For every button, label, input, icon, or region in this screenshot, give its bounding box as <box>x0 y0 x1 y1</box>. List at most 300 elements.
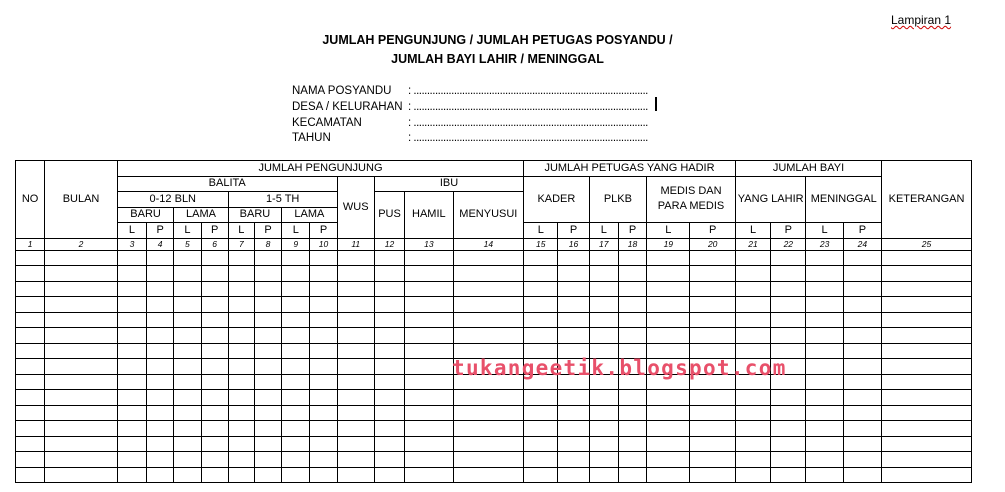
table-cell[interactable] <box>201 405 228 421</box>
table-cell[interactable] <box>453 452 524 468</box>
table-cell[interactable] <box>254 374 281 390</box>
table-cell[interactable] <box>337 436 374 452</box>
table-cell[interactable] <box>453 328 524 344</box>
table-cell[interactable] <box>589 452 618 468</box>
table-cell[interactable] <box>405 343 453 359</box>
table-cell[interactable] <box>117 390 146 406</box>
table-cell[interactable] <box>647 436 690 452</box>
table-cell[interactable] <box>690 297 735 313</box>
table-cell[interactable] <box>228 343 254 359</box>
table-cell[interactable] <box>806 343 843 359</box>
table-cell[interactable] <box>735 436 770 452</box>
table-cell[interactable] <box>282 281 310 297</box>
table-cell[interactable] <box>647 405 690 421</box>
table-cell[interactable] <box>310 328 337 344</box>
table-cell[interactable] <box>618 467 646 483</box>
table-cell[interactable] <box>45 250 118 266</box>
table-cell[interactable] <box>228 452 254 468</box>
table-cell[interactable] <box>174 374 201 390</box>
table-cell[interactable] <box>405 405 453 421</box>
table-cell[interactable] <box>589 467 618 483</box>
table-cell[interactable] <box>524 266 558 282</box>
table-cell[interactable] <box>524 281 558 297</box>
table-cell[interactable] <box>806 281 843 297</box>
table-cell[interactable] <box>147 297 174 313</box>
table-cell[interactable] <box>453 297 524 313</box>
table-cell[interactable] <box>117 266 146 282</box>
table-cell[interactable] <box>374 467 404 483</box>
table-cell[interactable] <box>282 328 310 344</box>
table-cell[interactable] <box>16 436 45 452</box>
table-cell[interactable] <box>806 328 843 344</box>
table-cell[interactable] <box>282 266 310 282</box>
table-cell[interactable] <box>310 467 337 483</box>
table-cell[interactable] <box>254 390 281 406</box>
table-cell[interactable] <box>254 297 281 313</box>
table-cell[interactable] <box>806 266 843 282</box>
table-cell[interactable] <box>558 297 589 313</box>
table-cell[interactable] <box>147 343 174 359</box>
table-cell[interactable] <box>882 266 972 282</box>
table-cell[interactable] <box>843 281 881 297</box>
table-cell[interactable] <box>882 328 972 344</box>
table-cell[interactable] <box>558 312 589 328</box>
table-cell[interactable] <box>735 421 770 437</box>
table-cell[interactable] <box>254 421 281 437</box>
table-cell[interactable] <box>524 328 558 344</box>
table-cell[interactable] <box>16 297 45 313</box>
table-cell[interactable] <box>405 281 453 297</box>
table-cell[interactable] <box>228 374 254 390</box>
table-cell[interactable] <box>45 297 118 313</box>
table-cell[interactable] <box>337 359 374 375</box>
table-cell[interactable] <box>647 390 690 406</box>
table-cell[interactable] <box>618 436 646 452</box>
table-cell[interactable] <box>228 266 254 282</box>
table-cell[interactable] <box>589 250 618 266</box>
table-cell[interactable] <box>882 281 972 297</box>
table-cell[interactable] <box>45 343 118 359</box>
table-cell[interactable] <box>453 312 524 328</box>
table-cell[interactable] <box>374 343 404 359</box>
info-value[interactable]: : ....................................................................................... <box>408 116 648 129</box>
table-cell[interactable] <box>117 250 146 266</box>
table-cell[interactable] <box>337 250 374 266</box>
table-cell[interactable] <box>117 281 146 297</box>
table-cell[interactable] <box>45 405 118 421</box>
table-cell[interactable] <box>45 281 118 297</box>
table-cell[interactable] <box>45 452 118 468</box>
table-cell[interactable] <box>337 266 374 282</box>
table-cell[interactable] <box>174 343 201 359</box>
table-cell[interactable] <box>254 266 281 282</box>
table-cell[interactable] <box>806 405 843 421</box>
table-cell[interactable] <box>524 436 558 452</box>
table-cell[interactable] <box>589 390 618 406</box>
table-cell[interactable] <box>453 467 524 483</box>
table-cell[interactable] <box>337 374 374 390</box>
info-value[interactable]: : ....................................................................................... <box>408 132 648 145</box>
table-cell[interactable] <box>201 250 228 266</box>
table-cell[interactable] <box>558 266 589 282</box>
table-cell[interactable] <box>174 405 201 421</box>
table-cell[interactable] <box>282 452 310 468</box>
table-cell[interactable] <box>882 312 972 328</box>
table-cell[interactable] <box>117 436 146 452</box>
table-cell[interactable] <box>147 421 174 437</box>
table-cell[interactable] <box>174 297 201 313</box>
table-cell[interactable] <box>882 297 972 313</box>
table-cell[interactable] <box>117 297 146 313</box>
table-cell[interactable] <box>735 281 770 297</box>
table-cell[interactable] <box>174 328 201 344</box>
table-cell[interactable] <box>374 328 404 344</box>
table-cell[interactable] <box>374 281 404 297</box>
table-cell[interactable] <box>16 312 45 328</box>
table-cell[interactable] <box>45 467 118 483</box>
table-cell[interactable] <box>310 359 337 375</box>
table-cell[interactable] <box>771 436 806 452</box>
table-cell[interactable] <box>310 250 337 266</box>
table-cell[interactable] <box>337 421 374 437</box>
table-cell[interactable] <box>254 452 281 468</box>
table-cell[interactable] <box>310 452 337 468</box>
table-cell[interactable] <box>843 328 881 344</box>
table-cell[interactable] <box>405 312 453 328</box>
table-cell[interactable] <box>201 452 228 468</box>
table-cell[interactable] <box>310 405 337 421</box>
table-cell[interactable] <box>558 281 589 297</box>
table-cell[interactable] <box>618 390 646 406</box>
table-cell[interactable] <box>174 467 201 483</box>
table-cell[interactable] <box>453 405 524 421</box>
table-cell[interactable] <box>558 467 589 483</box>
table-cell[interactable] <box>117 405 146 421</box>
table-cell[interactable] <box>735 266 770 282</box>
table-cell[interactable] <box>806 436 843 452</box>
table-cell[interactable] <box>405 436 453 452</box>
table-cell[interactable] <box>735 452 770 468</box>
table-cell[interactable] <box>735 328 770 344</box>
table-cell[interactable] <box>147 467 174 483</box>
table-cell[interactable] <box>45 312 118 328</box>
table-cell[interactable] <box>771 281 806 297</box>
table-cell[interactable] <box>201 436 228 452</box>
table-cell[interactable] <box>882 452 972 468</box>
table-cell[interactable] <box>147 328 174 344</box>
table-cell[interactable] <box>337 312 374 328</box>
table-cell[interactable] <box>690 312 735 328</box>
table-cell[interactable] <box>310 421 337 437</box>
table-cell[interactable] <box>558 436 589 452</box>
table-cell[interactable] <box>16 328 45 344</box>
table-cell[interactable] <box>254 328 281 344</box>
table-cell[interactable] <box>254 359 281 375</box>
table-cell[interactable] <box>174 436 201 452</box>
table-cell[interactable] <box>337 343 374 359</box>
table-cell[interactable] <box>45 390 118 406</box>
table-cell[interactable] <box>147 281 174 297</box>
table-cell[interactable] <box>174 421 201 437</box>
table-cell[interactable] <box>558 390 589 406</box>
table-cell[interactable] <box>228 312 254 328</box>
table-cell[interactable] <box>310 281 337 297</box>
table-cell[interactable] <box>618 328 646 344</box>
table-cell[interactable] <box>806 452 843 468</box>
table-cell[interactable] <box>147 374 174 390</box>
table-cell[interactable] <box>228 297 254 313</box>
table-cell[interactable] <box>771 405 806 421</box>
table-cell[interactable] <box>558 328 589 344</box>
table-cell[interactable] <box>524 297 558 313</box>
table-cell[interactable] <box>282 421 310 437</box>
table-cell[interactable] <box>16 405 45 421</box>
table-cell[interactable] <box>147 390 174 406</box>
table-cell[interactable] <box>405 266 453 282</box>
table-cell[interactable] <box>201 359 228 375</box>
table-cell[interactable] <box>453 421 524 437</box>
table-cell[interactable] <box>16 390 45 406</box>
table-cell[interactable] <box>589 312 618 328</box>
table-cell[interactable] <box>374 374 404 390</box>
table-cell[interactable] <box>771 250 806 266</box>
table-cell[interactable] <box>405 328 453 344</box>
table-cell[interactable] <box>558 452 589 468</box>
table-cell[interactable] <box>282 467 310 483</box>
table-cell[interactable] <box>174 312 201 328</box>
table-cell[interactable] <box>882 359 972 375</box>
table-cell[interactable] <box>45 436 118 452</box>
table-cell[interactable] <box>147 452 174 468</box>
table-cell[interactable] <box>374 312 404 328</box>
table-cell[interactable] <box>524 250 558 266</box>
table-cell[interactable] <box>771 266 806 282</box>
table-cell[interactable] <box>589 405 618 421</box>
table-cell[interactable] <box>589 266 618 282</box>
table-cell[interactable] <box>618 421 646 437</box>
table-cell[interactable] <box>882 405 972 421</box>
table-cell[interactable] <box>310 312 337 328</box>
table-cell[interactable] <box>735 405 770 421</box>
table-cell[interactable] <box>147 266 174 282</box>
table-cell[interactable] <box>589 297 618 313</box>
table-cell[interactable] <box>117 312 146 328</box>
table-cell[interactable] <box>735 390 770 406</box>
table-cell[interactable] <box>806 421 843 437</box>
table-cell[interactable] <box>589 281 618 297</box>
table-cell[interactable] <box>882 436 972 452</box>
table-cell[interactable] <box>147 250 174 266</box>
info-value[interactable]: : ....................................................................................... <box>408 85 648 97</box>
table-cell[interactable] <box>771 297 806 313</box>
table-cell[interactable] <box>843 467 881 483</box>
table-cell[interactable] <box>254 436 281 452</box>
table-cell[interactable] <box>806 390 843 406</box>
table-cell[interactable] <box>618 266 646 282</box>
table-cell[interactable] <box>771 328 806 344</box>
table-cell[interactable] <box>558 250 589 266</box>
table-cell[interactable] <box>453 266 524 282</box>
table-cell[interactable] <box>228 436 254 452</box>
table-cell[interactable] <box>690 281 735 297</box>
table-cell[interactable] <box>453 281 524 297</box>
table-cell[interactable] <box>282 390 310 406</box>
table-cell[interactable] <box>201 421 228 437</box>
table-cell[interactable] <box>201 374 228 390</box>
table-cell[interactable] <box>843 405 881 421</box>
table-cell[interactable] <box>690 405 735 421</box>
table-cell[interactable] <box>882 421 972 437</box>
table-cell[interactable] <box>453 390 524 406</box>
table-cell[interactable] <box>405 359 453 375</box>
table-cell[interactable] <box>647 281 690 297</box>
table-cell[interactable] <box>45 374 118 390</box>
table-cell[interactable] <box>337 390 374 406</box>
table-cell[interactable] <box>647 297 690 313</box>
table-cell[interactable] <box>843 266 881 282</box>
table-cell[interactable] <box>174 281 201 297</box>
table-cell[interactable] <box>405 452 453 468</box>
table-cell[interactable] <box>524 312 558 328</box>
table-cell[interactable] <box>735 297 770 313</box>
table-cell[interactable] <box>806 374 843 390</box>
table-cell[interactable] <box>374 266 404 282</box>
table-cell[interactable] <box>524 452 558 468</box>
table-cell[interactable] <box>882 390 972 406</box>
table-cell[interactable] <box>282 405 310 421</box>
table-cell[interactable] <box>201 328 228 344</box>
table-cell[interactable] <box>453 250 524 266</box>
table-cell[interactable] <box>147 312 174 328</box>
table-cell[interactable] <box>201 312 228 328</box>
table-cell[interactable] <box>374 436 404 452</box>
table-cell[interactable] <box>843 297 881 313</box>
table-cell[interactable] <box>374 297 404 313</box>
table-cell[interactable] <box>647 312 690 328</box>
table-cell[interactable] <box>282 436 310 452</box>
table-cell[interactable] <box>647 452 690 468</box>
table-cell[interactable] <box>690 266 735 282</box>
table-cell[interactable] <box>254 405 281 421</box>
table-cell[interactable] <box>282 312 310 328</box>
info-value[interactable]: : ....................................................................................... <box>408 100 648 113</box>
table-cell[interactable] <box>647 250 690 266</box>
table-cell[interactable] <box>201 281 228 297</box>
table-cell[interactable] <box>882 250 972 266</box>
table-cell[interactable] <box>806 359 843 375</box>
table-cell[interactable] <box>374 390 404 406</box>
table-cell[interactable] <box>647 328 690 344</box>
table-cell[interactable] <box>16 452 45 468</box>
table-cell[interactable] <box>806 312 843 328</box>
table-cell[interactable] <box>282 374 310 390</box>
table-cell[interactable] <box>201 266 228 282</box>
table-cell[interactable] <box>771 452 806 468</box>
table-cell[interactable] <box>843 312 881 328</box>
table-cell[interactable] <box>45 328 118 344</box>
table-cell[interactable] <box>771 390 806 406</box>
table-cell[interactable] <box>201 467 228 483</box>
table-cell[interactable] <box>228 467 254 483</box>
table-cell[interactable] <box>337 467 374 483</box>
table-cell[interactable] <box>228 421 254 437</box>
table-cell[interactable] <box>806 297 843 313</box>
table-cell[interactable] <box>405 374 453 390</box>
table-cell[interactable] <box>374 405 404 421</box>
table-cell[interactable] <box>16 374 45 390</box>
table-cell[interactable] <box>147 405 174 421</box>
table-cell[interactable] <box>374 359 404 375</box>
table-cell[interactable] <box>117 359 146 375</box>
table-cell[interactable] <box>117 328 146 344</box>
table-cell[interactable] <box>589 328 618 344</box>
table-cell[interactable] <box>254 343 281 359</box>
table-cell[interactable] <box>337 328 374 344</box>
table-cell[interactable] <box>524 467 558 483</box>
table-cell[interactable] <box>843 421 881 437</box>
table-cell[interactable] <box>254 312 281 328</box>
table-cell[interactable] <box>117 467 146 483</box>
table-cell[interactable] <box>174 359 201 375</box>
table-cell[interactable] <box>282 297 310 313</box>
table-cell[interactable] <box>618 281 646 297</box>
table-cell[interactable] <box>147 436 174 452</box>
table-cell[interactable] <box>647 467 690 483</box>
table-cell[interactable] <box>201 343 228 359</box>
table-cell[interactable] <box>374 452 404 468</box>
table-cell[interactable] <box>589 436 618 452</box>
table-cell[interactable] <box>310 374 337 390</box>
table-cell[interactable] <box>228 281 254 297</box>
table-cell[interactable] <box>282 343 310 359</box>
table-cell[interactable] <box>147 359 174 375</box>
table-cell[interactable] <box>228 328 254 344</box>
table-cell[interactable] <box>771 421 806 437</box>
table-cell[interactable] <box>16 250 45 266</box>
table-cell[interactable] <box>228 405 254 421</box>
table-cell[interactable] <box>806 467 843 483</box>
table-cell[interactable] <box>806 250 843 266</box>
table-cell[interactable] <box>310 297 337 313</box>
table-cell[interactable] <box>282 250 310 266</box>
table-cell[interactable] <box>647 421 690 437</box>
table-cell[interactable] <box>647 266 690 282</box>
table-cell[interactable] <box>254 250 281 266</box>
table-cell[interactable] <box>117 343 146 359</box>
table-cell[interactable] <box>735 467 770 483</box>
table-cell[interactable] <box>882 467 972 483</box>
table-cell[interactable] <box>735 312 770 328</box>
table-cell[interactable] <box>690 436 735 452</box>
table-cell[interactable] <box>690 390 735 406</box>
table-cell[interactable] <box>690 421 735 437</box>
table-cell[interactable] <box>16 467 45 483</box>
table-cell[interactable] <box>618 250 646 266</box>
table-cell[interactable] <box>690 467 735 483</box>
table-cell[interactable] <box>618 297 646 313</box>
table-cell[interactable] <box>16 359 45 375</box>
table-cell[interactable] <box>405 250 453 266</box>
table-cell[interactable] <box>690 328 735 344</box>
table-cell[interactable] <box>589 421 618 437</box>
table-cell[interactable] <box>618 452 646 468</box>
table-cell[interactable] <box>843 452 881 468</box>
table-cell[interactable] <box>558 405 589 421</box>
table-cell[interactable] <box>310 436 337 452</box>
table-cell[interactable] <box>282 359 310 375</box>
table-cell[interactable] <box>117 421 146 437</box>
table-cell[interactable] <box>228 390 254 406</box>
